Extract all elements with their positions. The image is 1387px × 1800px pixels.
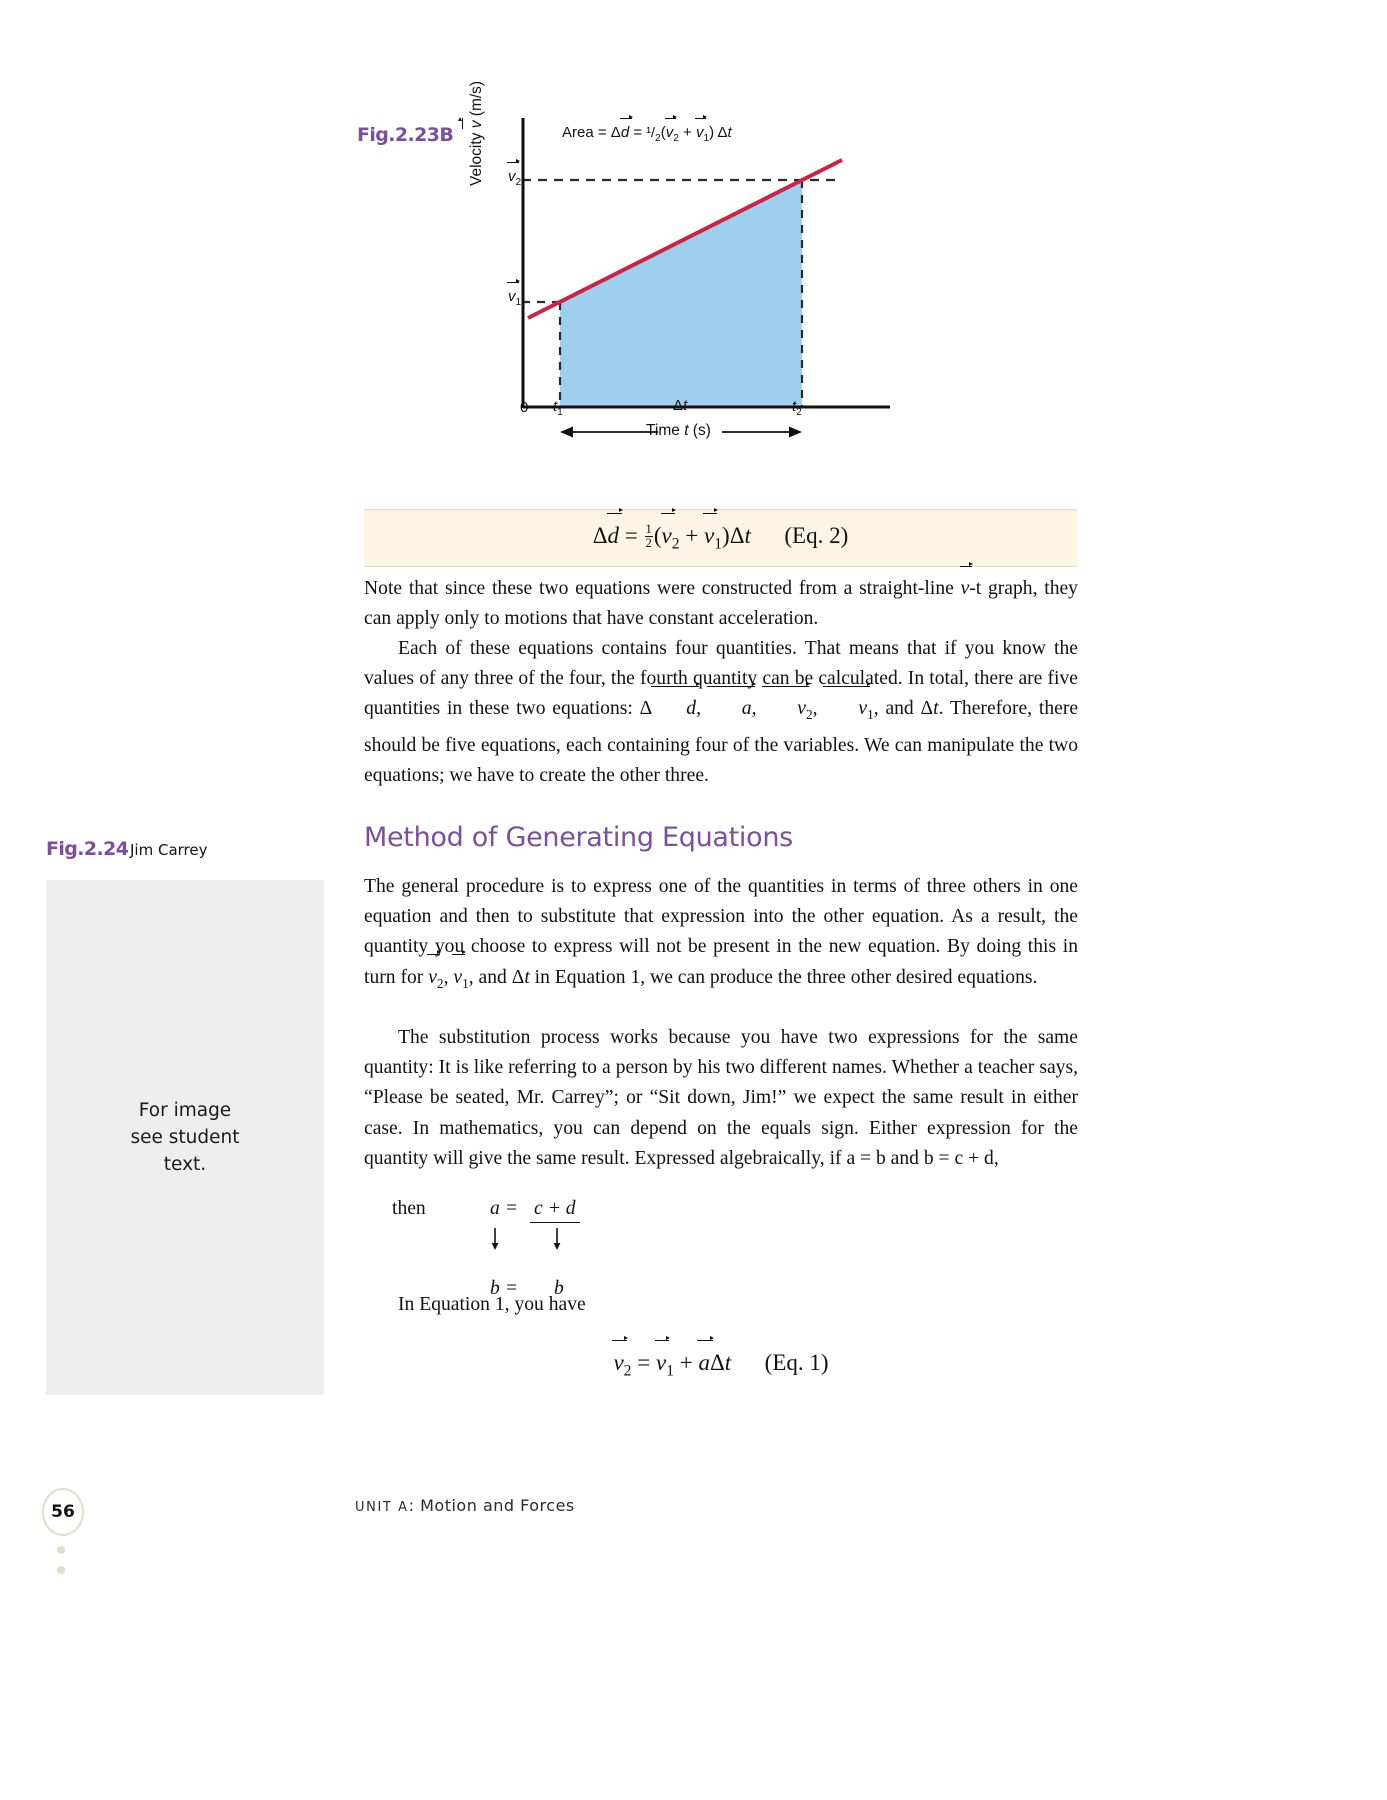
paragraph-five-quantities	[364, 634, 1078, 791]
paragraph-constant-acceleration	[364, 574, 1078, 634]
figure-2-23b	[0, 0, 1387, 520]
algebra-c-plus-d: c + d	[530, 1198, 580, 1223]
footer-decorative-dot	[57, 1546, 65, 1554]
algebra-a-equals: a =	[490, 1198, 518, 1219]
equation-2-expression: Δd = $\frac{1}{2}$ $(v_2 + v_1)\Delta t$ (Eq. 2)	[592, 522, 849, 553]
para-2-segment-2: Therefore, there should be five equations, each containing four of the variables. We can manipulate the two equations; we have to create the other three.	[364, 698, 1079, 786]
paragraph-substitution-process	[364, 1023, 1078, 1174]
paragraph-text: Each of these equations contains four quantities. That means that if you know the values of any three of the four, the fourth quantity can be calculated. In total, there are five quantities in these two equations: Δ d, a, $v_2$, $v_1$, and Δt. Therefore, there should be five equations, each containing four of the variables. We can manipulate the two equations; we have to create the other three.	[364, 638, 1079, 786]
algebra-substitution-block	[364, 1198, 1078, 1299]
equation-2-tag: (Eq. 2)	[784, 522, 849, 548]
interval-delta-t-label: Δt	[673, 397, 688, 414]
section-heading: Method of Generating Equations	[364, 822, 793, 853]
placeholder-line-1: For image	[138, 1100, 232, 1121]
paragraph-general-procedure	[364, 872, 1078, 999]
down-arrow-a-to-b-icon	[490, 1228, 500, 1250]
paragraph-text: The substitution process works because you have two expressions for the same quantity: It is like referring to a person by his two different names. Whether a teacher says, “Please be seated, Mr. Carrey”; or “Sit down, Jim!” we expect the same result in either case. In mathematics, you can depend on the equals sign. Either expression for the quantity will give the same result. Expressed algebraically, if a = b and b = c + d,	[364, 1027, 1078, 1169]
algebra-row-top	[364, 1198, 1078, 1228]
figure-2-24-image-placeholder	[46, 880, 324, 1395]
footer-running-head	[355, 1496, 575, 1515]
then-label: then	[392, 1198, 426, 1219]
para-1-line-2-rest: -t graph, they can apply only to motions that have constant acceleration.	[364, 578, 1078, 630]
figure-2-23b-label: Fig.2.23B	[357, 124, 454, 146]
placeholder-line-3: text.	[163, 1154, 207, 1175]
figure-2-24-caption: Jim Carrey	[130, 841, 208, 859]
footer-unit-title: : Motion and Forces	[408, 1496, 575, 1515]
footer-unit-prefix: UNIT A	[355, 1500, 409, 1515]
equation-1-intro-line: In Equation 1, you have	[398, 1294, 586, 1315]
y-tick-v1: $v_1$	[508, 288, 522, 308]
para-3-segment-2: in Equation 1, we can produce the three other desired equations.	[529, 966, 1038, 988]
shaded-displacement-area	[560, 180, 802, 407]
equation-1-display	[364, 1350, 1078, 1381]
paragraph-text: Note that since these two equations were constructed from a straight-line v-t graph, they can apply only to motions that have constant acceleration.	[364, 574, 1078, 634]
algebra-b-equals: b =	[490, 1278, 518, 1299]
para-2-segment-1: Each of these equations contains four quantities. That means that if you know the values of any three of the four, the fourth quantity can be calculated. In total, there are five quantities in these two equations:	[364, 638, 1078, 720]
equation-2-box	[364, 509, 1077, 567]
equation-1-tag: (Eq. 1)	[764, 1350, 829, 1375]
image-placeholder-text	[130, 1097, 239, 1178]
equation-1-expression: $v_2 = v_1 + a\Delta t$ (Eq. 1)	[613, 1350, 829, 1380]
y-tick-v2: $v_2$	[508, 168, 522, 188]
algebra-b-value: b	[554, 1278, 564, 1299]
page-number-badge: 56	[42, 1488, 84, 1536]
x-tick-t2: $t_2$	[792, 398, 802, 418]
x-tick-t1: $t_1$	[553, 398, 563, 418]
placeholder-line-2: see student	[130, 1127, 240, 1148]
x-tick-origin: 0	[520, 399, 529, 416]
para-3-segment-1: The general procedure is to express one of the quantities in terms of three others in one equation and then to substitute that expression into the other equation. As a result, the quantity you choose to express will not be present in the new equation. By doing this in turn for	[364, 876, 1078, 988]
down-arrow-cd-to-b-icon	[552, 1228, 562, 1250]
x-axis-title: Time t (s)	[646, 422, 711, 439]
y-axis-title: Velocity v (m/s)	[468, 80, 485, 186]
figure-2-24-label: Fig.2.24	[46, 838, 129, 860]
para-1-line-1: Note that since these two equations were constructed from a straight-line	[364, 578, 954, 599]
paragraph-text: The general procedure is to express one of the quantities in terms of three others in one equation and then to substitute that expression into the other equation. As a result, the quantity you choose to express will not be present in the new equation. By doing this in turn for $v_2$, $v_1$, and Δt in Equation 1, we can produce the three other desired equations.	[364, 872, 1078, 999]
graph-area-caption: Area = $\Delta d = ^1/_2(v_2 + v_1)$ Δt	[562, 124, 732, 144]
footer-decorative-dot	[57, 1566, 65, 1574]
